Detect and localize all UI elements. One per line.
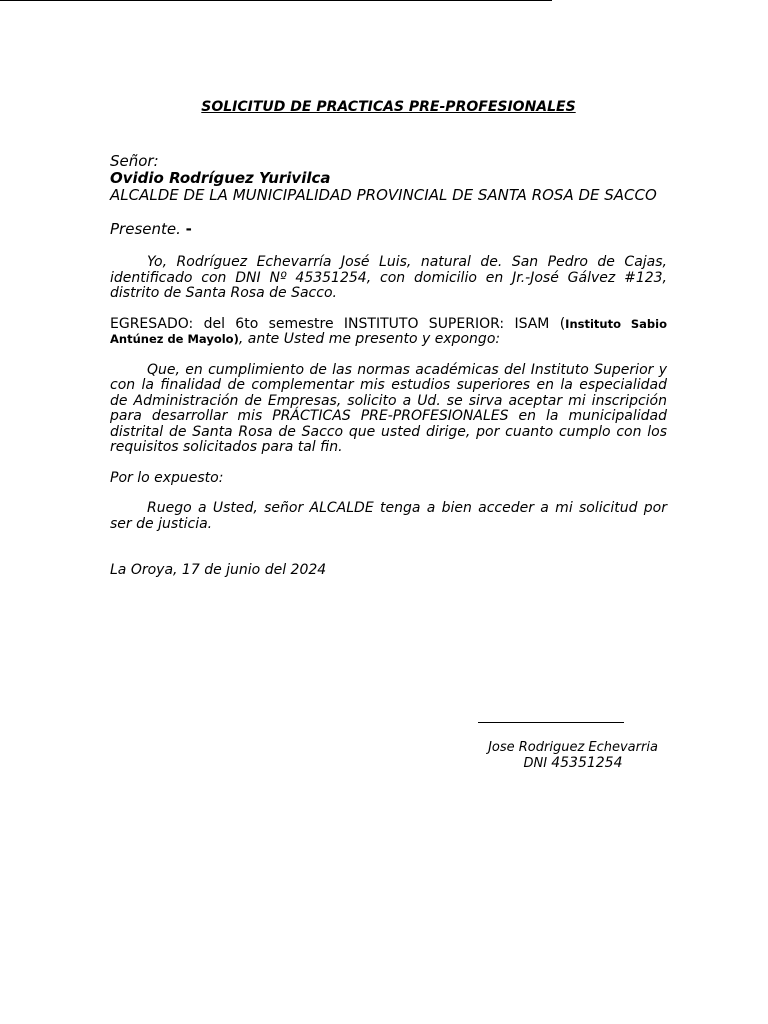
signature-line (478, 722, 624, 738)
presente-text: Presente. (110, 220, 186, 238)
date-line: La Oroya, 17 de junio del 2024 (110, 562, 327, 578)
dni-number: 45351254 (551, 755, 623, 771)
applicant-paragraph: Yo, Rodríguez Echevarría José Luis, natural de. San Pedro de Cajas, identificado con DNI Nº 45351254, con domicilio en Jr.-José Gálvez #123, distrito de Santa Rosa de Sacco. (110, 254, 667, 301)
closing-paragraph: Ruego a Usted, señor ALCALDE tenga a bien acceder a mi solicitud por ser de justicia. (110, 500, 667, 532)
header-rule (0, 0, 552, 1)
document-title: SOLICITUD DE PRACTICAS PRE-PROFESIONALES (201, 99, 576, 115)
signature-name: Jose Rodriguez Echevarria (488, 740, 658, 755)
letter-body (110, 96, 667, 578)
request-paragraph: Que, en cumplimiento de las normas académicas del Instituto Superior y con la finalidad de complementar mis estudios superiores en la especialidad de Administración de Empresas, solicito a Ud. se sirva aceptar mi inscripción para desarrollar mis PRÁCTICAS PRE-PROFESIONALES en la municipalidad distrital de Santa Rosa de Sacco que usted dirige, por cuanto cumplo con los requisitos solicitados para tal fin. (110, 361, 667, 455)
salutation: Señor: (110, 152, 159, 170)
egresado-paragraph (110, 317, 667, 348)
egresado-tail: , ante Usted me presento y expongo: (238, 331, 501, 347)
signature-block (478, 722, 668, 772)
por-lo-expuesto: Por lo expuesto: (110, 469, 224, 486)
presente-dash: - (185, 220, 192, 238)
egresado-lead: EGRESADO: del 6to semestre INSTITUTO SUPERIOR: ISAM ( (110, 315, 566, 332)
recipient-name: Ovidio Rodríguez Yurivilca (110, 169, 331, 187)
recipient-position: ALCALDE DE LA MUNICIPALIDAD PROVINCIAL DE SANTA ROSA DE SACCO (110, 186, 657, 204)
dni-label: DNI (523, 756, 552, 771)
institute-name: Instituto Sabio Antúnez de Mayolo) (110, 316, 668, 346)
signature-dni (478, 755, 668, 772)
presente-line (110, 221, 667, 238)
